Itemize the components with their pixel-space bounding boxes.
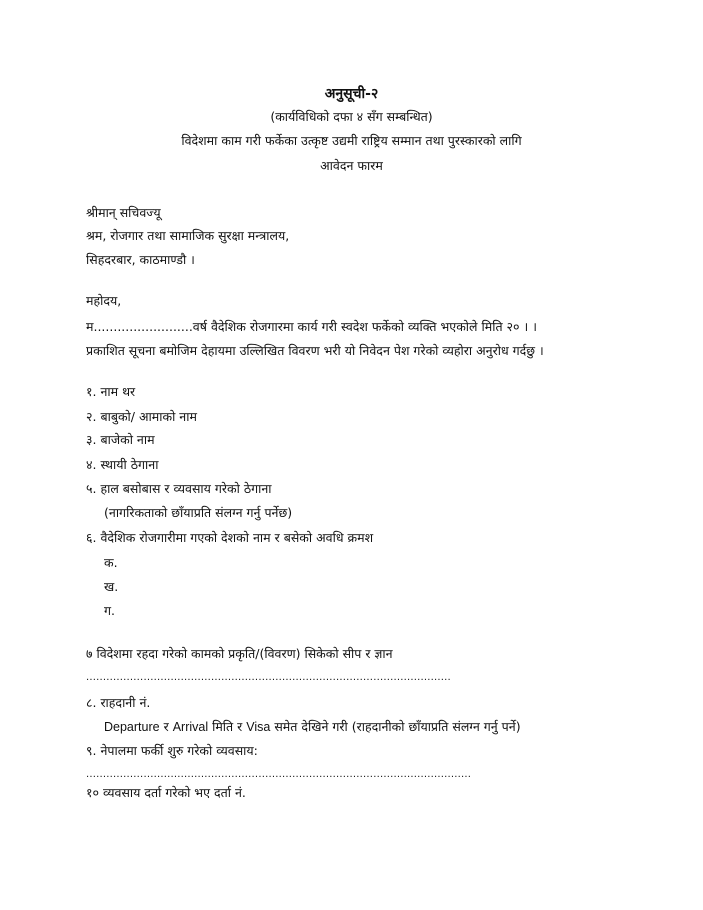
item-name: १. नाम थर (86, 384, 136, 399)
form-name: आवेदन फारम (320, 158, 383, 173)
page-subtitle: (कार्यविधिको दफा ४ सँग सम्बन्धित) (270, 109, 433, 124)
item-passport-number: ८. राहदानी नं. (86, 695, 151, 710)
item-current-address-note: (नागरिकताको छाँयाप्रति संलग्न गर्नु पर्नेछ) (104, 505, 293, 520)
page-title: अनुसूची-२ (324, 86, 379, 102)
item-parent-name: २. बाबुको/ आमाको नाम (86, 409, 197, 424)
item-passport-note (104, 719, 521, 735)
item-work-skills: ७ विदेशमा रहदा गरेको कामको प्रकृति/(विवरण) सिकेको सीप र ज्ञान (86, 646, 393, 661)
body-line-2: प्रकाशित सूचना बमोजिम देहायमा उल्लिखित विवरण भरी यो निवेदन पेश गरेको व्यहोरा अनुरोध गर्दछु । (86, 343, 544, 358)
item-current-address: ५. हाल बसोबास र व्यवसाय गरेको ठेगाना (86, 481, 272, 496)
departure-text: Departure (104, 720, 160, 734)
item-work-skills-blank: ............................................................................................................ (86, 672, 451, 683)
item-grandfather-name: ३. बाजेको नाम (86, 432, 155, 447)
body-line-1: म.........................वर्ष वैदेशिक रोजगारमा कार्य गरी स्वदेश फर्केको व्यक्ति भएकोले मिति २० । । (86, 319, 537, 334)
address-ministry: श्रम, रोजगार तथा सामाजिक सुरक्षा मन्त्रालय, (86, 228, 290, 243)
form-heading: विदेशमा काम गरी फर्केका उत्कृष्ट उद्यमी राष्ट्रिय सम्मान तथा पुरस्कारको लागि (181, 133, 522, 148)
address-location: सिहदरबार, काठमाण्डौ । (86, 252, 195, 267)
item-foreign-employment-c: ग. (104, 603, 116, 618)
item-permanent-address: ४. स्थायी ठेगाना (86, 457, 159, 472)
date-and-text: मिति र (212, 719, 243, 734)
item-business-started-blank: .................................................................................................................. (86, 769, 472, 780)
visa-text: Visa (246, 720, 271, 734)
item-business-registration: १० व्यवसाय दर्ता गरेको भए दर्ता नं. (86, 785, 246, 800)
item-foreign-employment-a: क. (104, 555, 118, 570)
passport-note-rest: समेत देखिने गरी (राहदानीको छाँयाप्रति संलग्न गर्नु पर्ने) (274, 719, 521, 734)
address-recipient: श्रीमान् सचिवज्यू (86, 205, 161, 220)
item-foreign-employment-b: ख. (104, 579, 119, 594)
item-foreign-employment: ६. वैदेशिक रोजगारीमा गएको देशको नाम र बसेको अवधि क्रमश (86, 530, 374, 545)
salutation: महोदय, (86, 293, 122, 308)
and-text: र (163, 719, 169, 734)
arrival-text: Arrival (172, 720, 209, 734)
item-business-started: ९. नेपालमा फर्की शुरु गरेको व्यवसाय: (86, 743, 258, 758)
